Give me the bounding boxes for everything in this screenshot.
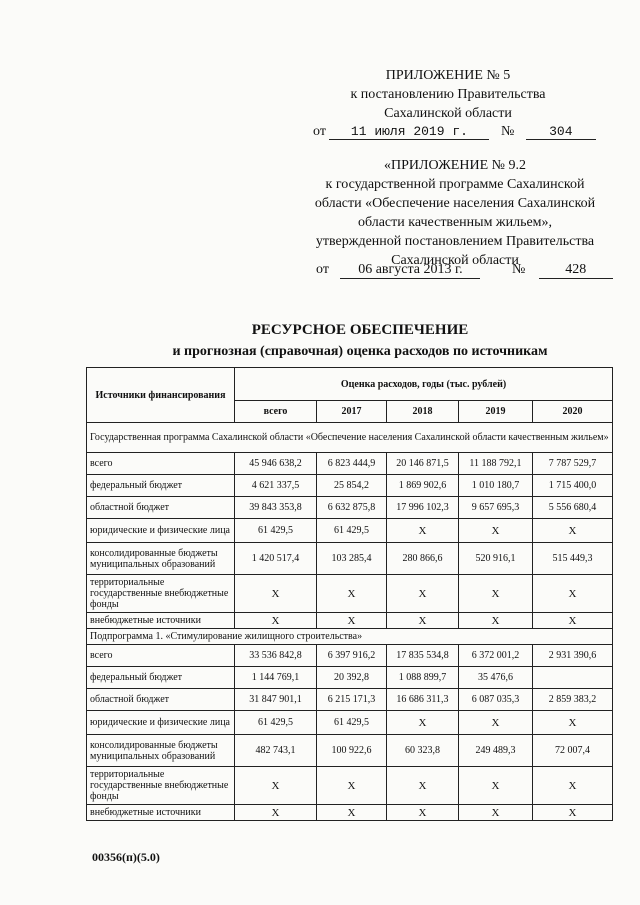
value-cell: 482 743,1	[235, 735, 317, 767]
value-cell: 31 847 901,1	[235, 689, 317, 711]
value-cell: 17 835 534,8	[387, 645, 459, 667]
value-cell: 6 087 035,3	[459, 689, 533, 711]
value-cell: 2 931 390,6	[533, 645, 613, 667]
value-cell: 61 429,5	[317, 519, 387, 543]
program-appendix-title: «ПРИЛОЖЕНИЕ № 9.2	[384, 158, 526, 173]
value-cell: 9 657 695,3	[459, 497, 533, 519]
document-code: 00356(п)(5.0)	[92, 850, 160, 864]
appendix-line: к постановлению Правительства	[350, 87, 546, 102]
value-cell: X	[387, 711, 459, 735]
value-cell: 72 007,4	[533, 735, 613, 767]
value-cell: 1 869 902,6	[387, 475, 459, 497]
program-date-line: от 06 августа 2013 г. № 428	[316, 262, 613, 279]
table-row	[87, 767, 613, 805]
row-label: консолидированные бюджеты муниципальных образований	[87, 543, 235, 575]
value-cell: 1 420 517,4	[235, 543, 317, 575]
value-cell: 16 686 311,3	[387, 689, 459, 711]
value-cell: X	[459, 711, 533, 735]
value-cell: X	[459, 519, 533, 543]
table-row	[87, 613, 613, 629]
program-date: 06 августа 2013 г.	[340, 262, 480, 279]
value-cell: 35 476,6	[459, 667, 533, 689]
value-cell: 33 536 842,8	[235, 645, 317, 667]
col-header-estimate: Оценка расходов, годы (тыс. рублей)	[235, 368, 613, 401]
value-cell: 6 632 875,8	[317, 497, 387, 519]
value-cell: 17 996 102,3	[387, 497, 459, 519]
row-label: консолидированные бюджеты муниципальных образований	[87, 735, 235, 767]
value-cell: 45 946 638,2	[235, 453, 317, 475]
appendix-date-line: от 11 июля 2019 г. № 304	[313, 124, 596, 140]
value-cell: 60 323,8	[387, 735, 459, 767]
appendix-number: 304	[526, 124, 596, 140]
table-row	[87, 711, 613, 735]
col-header-year: 2019	[459, 401, 533, 423]
table-row	[87, 575, 613, 613]
value-cell: X	[387, 519, 459, 543]
table-row	[87, 497, 613, 519]
row-label: внебюджетные источники	[87, 613, 235, 629]
value-cell: X	[459, 767, 533, 805]
row-label: всего	[87, 645, 235, 667]
row-label: областной бюджет	[87, 497, 235, 519]
table-row	[87, 519, 613, 543]
table-row	[87, 667, 613, 689]
value-cell: 520 916,1	[459, 543, 533, 575]
value-cell: X	[235, 805, 317, 821]
value-cell: X	[533, 711, 613, 735]
value-cell: 100 922,6	[317, 735, 387, 767]
col-header-source: Источники финансирования	[87, 368, 235, 423]
row-label: внебюджетные источники	[87, 805, 235, 821]
table-row	[87, 475, 613, 497]
value-cell: 25 854,2	[317, 475, 387, 497]
value-cell: X	[317, 613, 387, 629]
value-cell: 20 392,8	[317, 667, 387, 689]
appendix-title: ПРИЛОЖЕНИЕ № 5	[385, 68, 511, 83]
row-label: федеральный бюджет	[87, 475, 235, 497]
value-cell: 280 866,6	[387, 543, 459, 575]
value-cell: 103 285,4	[317, 543, 387, 575]
value-cell: X	[317, 767, 387, 805]
value-cell: 1 715 400,0	[533, 475, 613, 497]
value-cell: X	[533, 575, 613, 613]
value-cell: 1 088 899,7	[387, 667, 459, 689]
value-cell: 249 489,3	[459, 735, 533, 767]
row-label: областной бюджет	[87, 689, 235, 711]
value-cell: 61 429,5	[235, 711, 317, 735]
row-label: всего	[87, 453, 235, 475]
value-cell: X	[235, 575, 317, 613]
value-cell: 11 188 792,1	[459, 453, 533, 475]
table-row	[87, 735, 613, 767]
value-cell: 6 397 916,2	[317, 645, 387, 667]
value-cell: 2 859 383,2	[533, 689, 613, 711]
section-subprogram-1	[87, 629, 613, 821]
col-header-year: 2020	[533, 401, 613, 423]
value-cell: X	[459, 805, 533, 821]
value-cell: 20 146 871,5	[387, 453, 459, 475]
section-state-program	[87, 423, 613, 629]
value-cell: X	[533, 767, 613, 805]
document-title: РЕСУРСНОЕ ОБЕСПЕЧЕНИЕ и прогнозная (справочная) оценка расходов по источникам	[172, 322, 548, 359]
table-row	[87, 543, 613, 575]
appendix-line: Сахалинской области	[384, 106, 512, 121]
value-cell: X	[387, 613, 459, 629]
table-row	[87, 645, 613, 667]
row-label: юридические и физические лица	[87, 711, 235, 735]
value-cell: X	[459, 613, 533, 629]
table-row	[87, 689, 613, 711]
value-cell: X	[387, 575, 459, 613]
value-cell: X	[235, 613, 317, 629]
value-cell: X	[387, 767, 459, 805]
value-cell: 6 372 001,2	[459, 645, 533, 667]
col-header-year: 2017	[317, 401, 387, 423]
row-label: федеральный бюджет	[87, 667, 235, 689]
value-cell: 1 144 769,1	[235, 667, 317, 689]
table-row	[87, 453, 613, 475]
row-label: юридические и физические лица	[87, 519, 235, 543]
value-cell: X	[317, 805, 387, 821]
value-cell: 4 621 337,5	[235, 475, 317, 497]
row-label: территориальные государственные внебюджетные фонды	[87, 575, 235, 613]
appendix-date: 11 июля 2019 г.	[329, 124, 489, 140]
value-cell: 61 429,5	[235, 519, 317, 543]
value-cell: X	[533, 805, 613, 821]
value-cell: 5 556 680,4	[533, 497, 613, 519]
value-cell: 7 787 529,7	[533, 453, 613, 475]
col-header-year: 2018	[387, 401, 459, 423]
value-cell: 1 010 180,7	[459, 475, 533, 497]
value-cell: 6 823 444,9	[317, 453, 387, 475]
value-cell: X	[317, 575, 387, 613]
value-cell: X	[387, 805, 459, 821]
value-cell: X	[533, 519, 613, 543]
value-cell: X	[533, 613, 613, 629]
value-cell: X	[235, 767, 317, 805]
value-cell: 6 215 171,3	[317, 689, 387, 711]
value-cell	[533, 667, 613, 689]
section-title: Подпрограмма 1. «Стимулирование жилищного строительства»	[87, 629, 613, 645]
table-row	[87, 805, 613, 821]
program-number: 428	[539, 262, 613, 279]
row-label: территориальные государственные внебюджетные фонды	[87, 767, 235, 805]
appendix-header	[318, 66, 578, 123]
value-cell: 61 429,5	[317, 711, 387, 735]
value-cell: 39 843 353,8	[235, 497, 317, 519]
value-cell: X	[459, 575, 533, 613]
value-cell: 515 449,3	[533, 543, 613, 575]
program-appendix-header: «ПРИЛОЖЕНИЕ № 9.2 к государственной программе Сахалинской области «Обеспечение населения Сахалинской области качественным жильем», утвержденной постановлением Правительства Сахалинской области	[290, 156, 620, 270]
section-title: Государственная программа Сахалинской области «Обеспечение населения Сахалинской области качественным жильем»	[87, 423, 613, 453]
col-header-total: всего	[235, 401, 317, 423]
resource-table	[86, 367, 613, 821]
